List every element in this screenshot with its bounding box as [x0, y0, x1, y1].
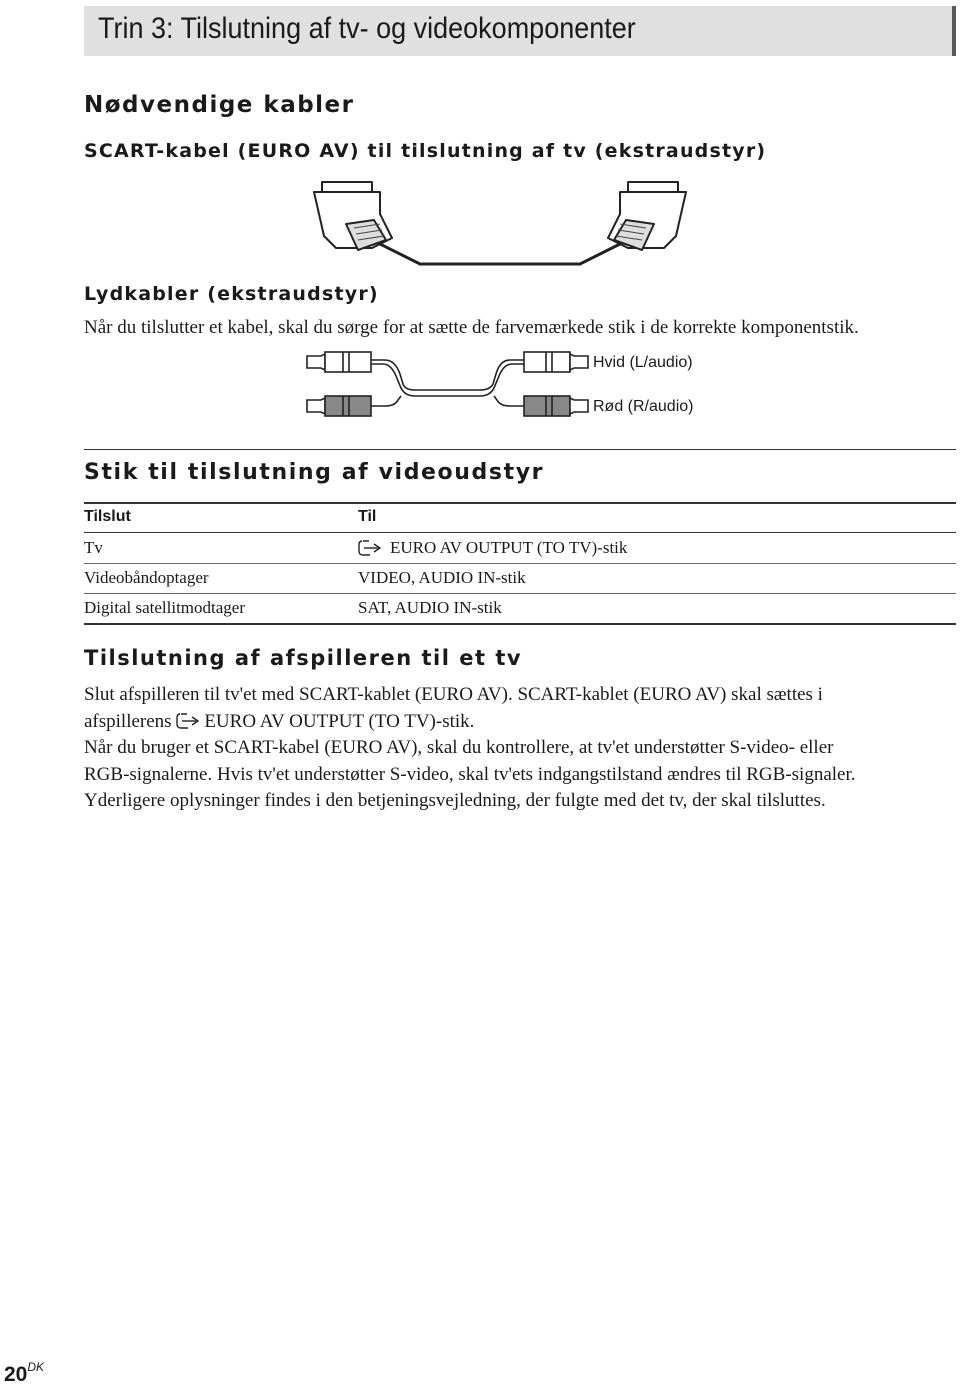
connect-line: [84, 709, 956, 736]
table-header-from: Tilslut: [84, 508, 131, 525]
table-row-to: SAT, AUDIO IN-stik: [358, 598, 502, 617]
audio-cable-illustration: [305, 350, 590, 420]
table-row-rule: [84, 593, 956, 594]
audio-instruction: Når du tilslutter et kabel, skal du sørge for at sætte de farvemærkede stik i de korrekte komponentstik.: [84, 317, 859, 338]
scart-plug-left-top: [322, 182, 372, 192]
page-title: Trin 3: Tilslutning af tv- og videokomponenter: [98, 12, 636, 45]
connect-heading: Tilslutning af afspilleren til et tv: [84, 646, 523, 670]
connect-instructions: [84, 682, 956, 815]
table-header-rule: [84, 532, 956, 533]
scart-cable-illustration: [310, 178, 690, 270]
table-row-rule: [84, 563, 956, 564]
audio-heading: Lydkabler (ekstraudstyr): [84, 283, 379, 305]
connect-line-start: afspillerens: [84, 710, 172, 732]
label-red-audio: Rød (R/audio): [593, 398, 694, 415]
output-arrow-icon: [176, 712, 204, 730]
jacks-heading: Stik til tilslutning af videoudstyr: [84, 460, 545, 485]
scart-plug-right-top: [628, 182, 678, 192]
table-row-to: EURO AV OUTPUT (TO TV)-stik: [390, 538, 628, 557]
output-arrow-icon: [358, 539, 386, 557]
scart-heading: SCART-kabel (EURO AV) til tilslutning af tv (ekstraudstyr): [84, 140, 767, 162]
table-top-rule: [84, 502, 956, 504]
table-row-from: Videobåndoptager: [84, 568, 209, 587]
cables-heading: Nødvendige kabler: [84, 92, 355, 118]
connect-line: RGB-signalerne. Hvis tv'et understøtter S-video, skal tv'ets indgangstilstand ændres til RGB-signaler.: [84, 763, 856, 785]
scart-cable-wire: [380, 244, 620, 264]
connect-line: Yderligere oplysninger findes i den betjeningsvejledning, der fulgte med det tv, der skal tilsluttes.: [84, 790, 826, 811]
table-row-to: VIDEO, AUDIO IN-stik: [358, 568, 526, 587]
table-row-from: Digital satellitmodtager: [84, 598, 245, 617]
table-header-to: Til: [358, 508, 377, 525]
label-white-audio: Hvid (L/audio): [593, 354, 693, 371]
connect-line: Når du bruger et SCART-kabel (EURO AV), skal du kontrollere, at tv'et understøtter S-video- eller: [84, 737, 834, 758]
connect-line: Slut afspilleren til tv'et med SCART-kablet (EURO AV). SCART-kablet (EURO AV) skal sættes i: [84, 684, 823, 705]
table-bottom-rule: [84, 623, 956, 625]
section-divider: [84, 449, 956, 450]
table-row-from: Tv: [84, 538, 103, 557]
page-number-value: 20: [4, 1363, 28, 1386]
page-number: [4, 1360, 44, 1387]
connect-line-end: EURO AV OUTPUT (TO TV)-stik.: [204, 710, 475, 732]
page-number-suffix: DK: [27, 1360, 45, 1374]
